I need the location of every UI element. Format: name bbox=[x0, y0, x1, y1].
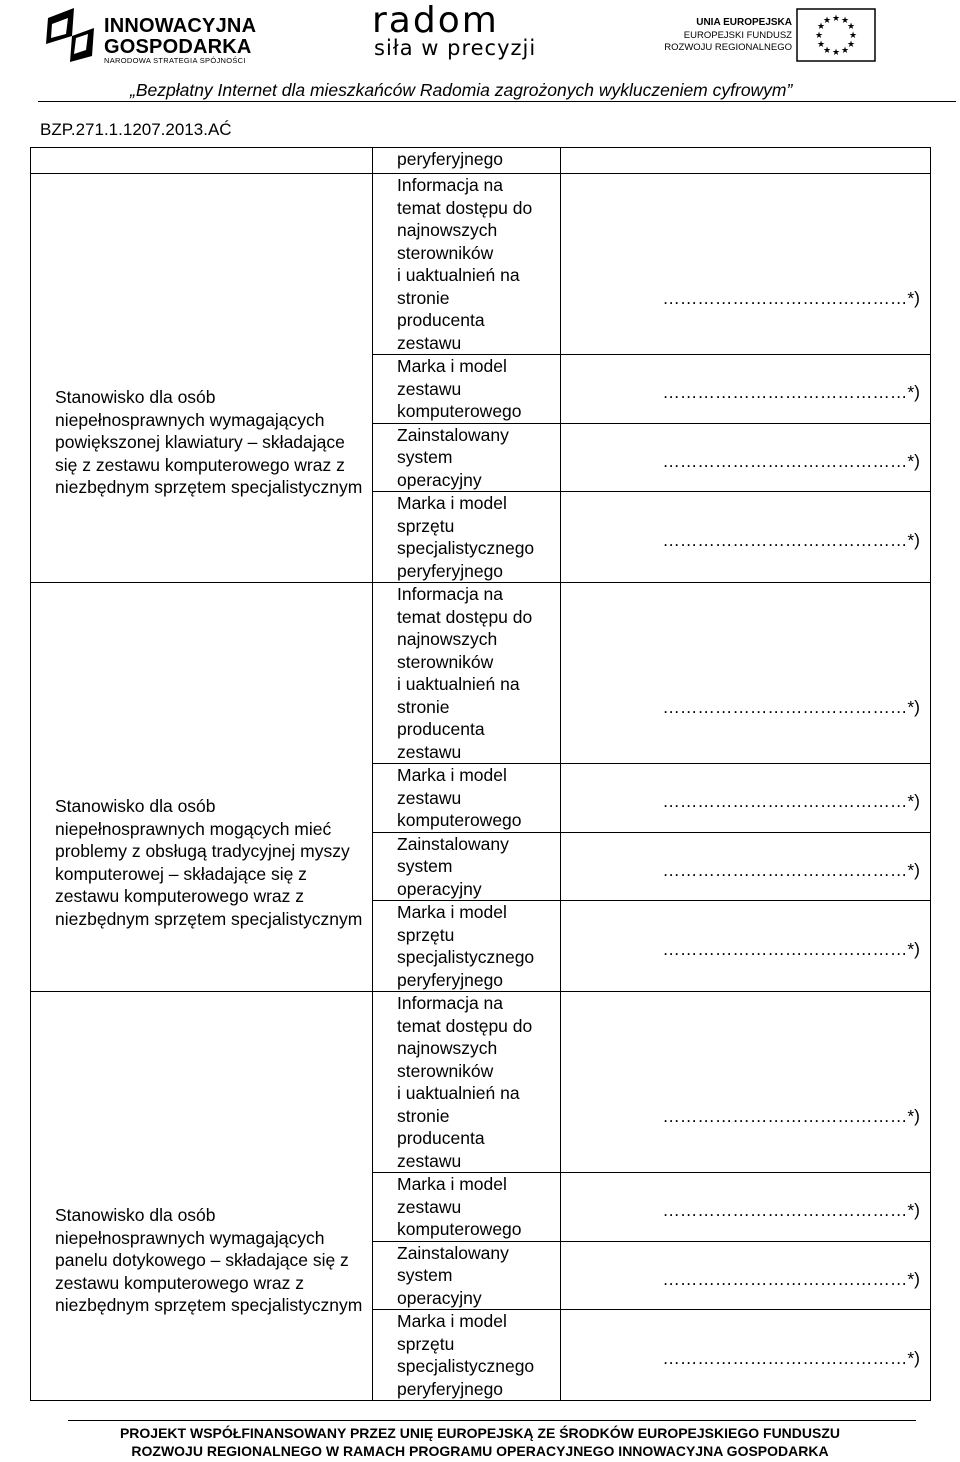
specification-table bbox=[30, 147, 931, 1401]
group-description-cell bbox=[31, 174, 373, 583]
row-label-line: najnowszych bbox=[397, 220, 498, 240]
header-divider bbox=[38, 101, 956, 102]
row-label-line: Informacja na bbox=[397, 175, 504, 195]
row-label-line: sprzętu bbox=[397, 515, 455, 536]
svg-text:★: ★ bbox=[840, 16, 850, 26]
ig-logo-line3: NARODOWA STRATEGIA SPÓJNOŚCI bbox=[104, 56, 246, 65]
svg-text:★: ★ bbox=[848, 31, 858, 41]
row-label-cell bbox=[373, 148, 561, 174]
radom-logo-slogan: siła w precyzji bbox=[374, 36, 537, 60]
row-value-cell bbox=[561, 1310, 931, 1401]
row-label-cell bbox=[373, 1173, 561, 1242]
svg-text:★: ★ bbox=[814, 31, 824, 41]
specification-table-body bbox=[31, 148, 931, 1401]
row-label-cell bbox=[373, 423, 561, 492]
row-label-line: sterowników bbox=[397, 651, 494, 672]
row-value-cell bbox=[561, 174, 931, 355]
row-value-cell bbox=[561, 901, 931, 992]
row-label-line: zestawu bbox=[397, 1150, 462, 1171]
row-label-line: specjalistycznego bbox=[397, 947, 535, 967]
table-row bbox=[31, 992, 931, 1173]
row-value-cell bbox=[561, 492, 931, 583]
row-label-line: Informacja na bbox=[397, 584, 504, 604]
row-label-line: Marka i model bbox=[397, 1311, 507, 1331]
row-label-line: zestawu bbox=[397, 787, 462, 808]
row-value-cell bbox=[561, 148, 931, 174]
row-label-line: Informacja na bbox=[397, 993, 504, 1013]
fill-in-field[interactable]: ……………………………………*) bbox=[662, 530, 920, 550]
row-value-cell bbox=[561, 583, 931, 764]
row-label-line: sterowników bbox=[397, 1060, 494, 1081]
row-label-cell bbox=[373, 992, 561, 1173]
innowacyjna-gospodarka-logo bbox=[40, 4, 260, 66]
project-tagline: „Bezpłatny Internet dla mieszkańców Radomia zagrożonych wykluczeniem cyfrowym” bbox=[130, 80, 793, 100]
row-label-line: peryferyjnego bbox=[397, 149, 504, 169]
eu-logo bbox=[666, 8, 876, 64]
fill-in-field[interactable]: ……………………………………*) bbox=[662, 1106, 920, 1126]
group-cell-empty bbox=[31, 148, 373, 174]
row-label-line: peryferyjnego bbox=[397, 560, 504, 581]
row-label-line: zestawu bbox=[397, 741, 462, 762]
row-label-cell bbox=[373, 832, 561, 901]
row-label-line: system bbox=[397, 856, 453, 876]
svg-text:★: ★ bbox=[816, 40, 826, 50]
row-label-line: najnowszych bbox=[397, 1038, 498, 1058]
row-label-line: komputerowego bbox=[397, 810, 522, 830]
eu-logo-line2: EUROPEJSKI FUNDUSZ bbox=[683, 30, 792, 41]
row-label-line: Zainstalowany bbox=[397, 424, 509, 445]
row-label-line: sprzętu bbox=[397, 924, 455, 945]
group-description: Stanowisko dla osób niepełnosprawnych wymagających powiększonej klawiatury – składające się z zestawu komputerowego wraz z niezbędnym sprzętem specjalistycznym bbox=[55, 387, 363, 497]
row-label-line: i uaktualnień na bbox=[397, 1083, 520, 1103]
row-label-cell bbox=[373, 174, 561, 355]
eu-flag-icon bbox=[796, 8, 876, 62]
row-value-cell bbox=[561, 1241, 931, 1310]
row-label-line: zestawu bbox=[397, 1196, 462, 1217]
row-label-line: komputerowego bbox=[397, 1219, 522, 1239]
row-value-cell bbox=[561, 764, 931, 833]
row-label-line: najnowszych bbox=[397, 629, 498, 649]
radom-logo-word: radom bbox=[372, 0, 499, 41]
fill-in-field[interactable]: ……………………………………*) bbox=[662, 288, 920, 308]
eu-logo-line1: UNIA EUROPEJSKA bbox=[696, 17, 792, 28]
row-label-line: stronie bbox=[397, 287, 450, 308]
svg-text:★: ★ bbox=[846, 40, 856, 50]
row-label-line: producenta bbox=[397, 310, 485, 330]
row-label-line: temat dostępu do bbox=[397, 197, 533, 218]
row-label-cell bbox=[373, 492, 561, 583]
row-value-cell bbox=[561, 423, 931, 492]
row-label-line: operacyjny bbox=[397, 469, 482, 490]
row-label-line: zestawu bbox=[397, 378, 462, 399]
row-label-line: Marka i model bbox=[397, 1174, 507, 1194]
row-label-line: Zainstalowany bbox=[397, 1242, 509, 1263]
svg-text:★: ★ bbox=[840, 46, 850, 56]
ig-logo-line2: GOSPODARKA bbox=[104, 36, 252, 58]
row-label-line: peryferyjnego bbox=[397, 969, 504, 990]
row-label-line: zestawu bbox=[397, 332, 462, 353]
eu-logo-line3: ROZWOJU REGIONALNEGO bbox=[664, 42, 792, 53]
row-label-line: komputerowego bbox=[397, 401, 522, 421]
row-label-line: producenta bbox=[397, 1128, 485, 1148]
row-label-line: stronie bbox=[397, 1105, 450, 1126]
fill-in-field[interactable]: ……………………………………*) bbox=[662, 450, 920, 471]
footer-divider bbox=[68, 1420, 916, 1421]
fill-in-field[interactable]: ……………………………………*) bbox=[662, 1268, 920, 1289]
ig-flag-icon bbox=[42, 6, 98, 64]
ig-logo-line1: INNOWACYJNA bbox=[104, 15, 257, 37]
footer-line1: PROJEKT WSPÓŁFINANSOWANY PRZEZ UNIĘ EUROPEJSKĄ ZE ŚRODKÓW EUROPEJSKIEGO FUNDUSZU bbox=[119, 1425, 841, 1441]
svg-text:★: ★ bbox=[846, 22, 856, 32]
fill-in-field[interactable]: ……………………………………*) bbox=[662, 382, 920, 402]
fill-in-field[interactable]: ……………………………………*) bbox=[662, 1200, 920, 1220]
row-value-cell bbox=[561, 1173, 931, 1242]
row-label-cell bbox=[373, 583, 561, 764]
svg-text:★: ★ bbox=[822, 46, 832, 56]
row-label-line: temat dostępu do bbox=[397, 1015, 533, 1036]
row-label-line: specjalistycznego bbox=[397, 538, 535, 558]
row-label-line: producenta bbox=[397, 719, 485, 739]
fill-in-field[interactable]: ……………………………………*) bbox=[662, 859, 920, 880]
row-label-cell bbox=[373, 764, 561, 833]
fill-in-field[interactable]: ……………………………………*) bbox=[662, 791, 920, 811]
table-row bbox=[31, 148, 931, 174]
document-reference: BZP.271.1.1207.2013.AĆ bbox=[40, 120, 232, 139]
group-description-cell bbox=[31, 992, 373, 1401]
row-label-line: Marka i model bbox=[397, 493, 507, 513]
row-value-cell bbox=[561, 992, 931, 1173]
fill-in-field[interactable]: ……………………………………*) bbox=[662, 697, 920, 717]
row-label-line: specjalistycznego bbox=[397, 1356, 535, 1376]
row-label-line: system bbox=[397, 447, 453, 467]
svg-text:★: ★ bbox=[831, 14, 841, 24]
row-label-line: temat dostępu do bbox=[397, 606, 533, 627]
table-row bbox=[31, 583, 931, 764]
row-label-line: Marka i model bbox=[397, 765, 507, 785]
row-label-line: i uaktualnień na bbox=[397, 265, 520, 285]
row-label-line: operacyjny bbox=[397, 1287, 482, 1308]
row-label-line: sterowników bbox=[397, 242, 494, 263]
row-label-line: system bbox=[397, 1265, 453, 1285]
row-label-line: peryferyjnego bbox=[397, 1378, 504, 1399]
row-label-line: operacyjny bbox=[397, 878, 482, 899]
svg-text:★: ★ bbox=[816, 22, 826, 32]
fill-in-field[interactable]: ……………………………………*) bbox=[662, 1348, 920, 1368]
row-label-cell bbox=[373, 355, 561, 424]
row-label-line: Zainstalowany bbox=[397, 833, 509, 854]
row-label-line: Marka i model bbox=[397, 902, 507, 922]
group-description: Stanowisko dla osób niepełnosprawnych mogących mieć problemy z obsługą tradycyjnej myszy komputerowej – składające się z zestawu komputerowego wraz z niezbędnym sprzętem specjalistycznym bbox=[55, 796, 363, 929]
group-description: Stanowisko dla osób niepełnosprawnych wymagających panelu dotykowego – składające się z zestawu komputerowego wraz z niezbędnym sprzętem specjalistycznym bbox=[55, 1205, 363, 1315]
row-label-line: stronie bbox=[397, 696, 450, 717]
row-label-line: i uaktualnień na bbox=[397, 674, 520, 694]
radom-logo bbox=[372, 0, 537, 66]
table-row bbox=[31, 174, 931, 355]
row-value-cell bbox=[561, 832, 931, 901]
footer-line2: ROZWOJU REGIONALNEGO W RAMACH PROGRAMU OPERACYJNEGO INNOWACYJNA GOSPODARKA bbox=[131, 1443, 829, 1459]
row-label-cell bbox=[373, 901, 561, 992]
row-value-cell bbox=[561, 355, 931, 424]
group-description-cell bbox=[31, 583, 373, 992]
row-label-cell bbox=[373, 1241, 561, 1310]
svg-text:★: ★ bbox=[822, 16, 832, 26]
row-label-line: Marka i model bbox=[397, 356, 507, 376]
row-label-cell bbox=[373, 1310, 561, 1401]
fill-in-field[interactable]: ……………………………………*) bbox=[662, 939, 920, 959]
row-label-line: sprzętu bbox=[397, 1333, 455, 1354]
svg-text:★: ★ bbox=[831, 48, 841, 58]
